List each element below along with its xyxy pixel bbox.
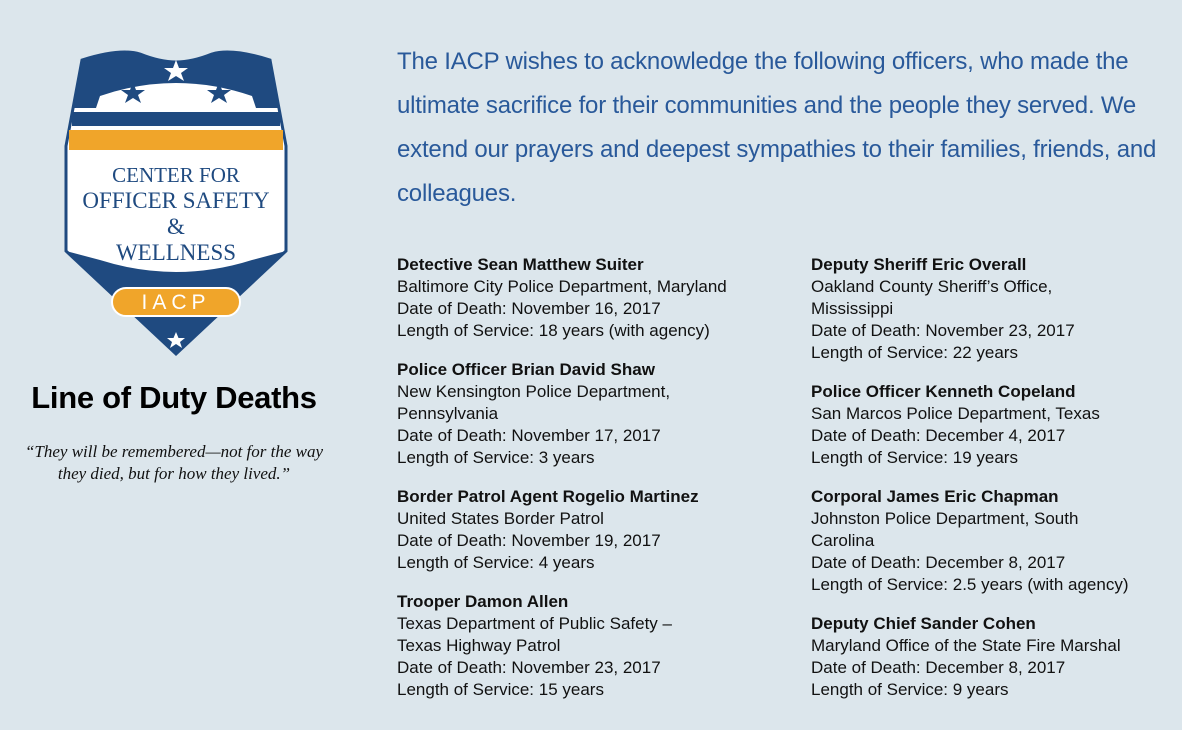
officer-service: Length of Service: 2.5 years (with agency)	[811, 575, 1129, 594]
officer-service: Length of Service: 4 years	[397, 553, 595, 572]
officer-name: Police Officer Kenneth Copeland	[811, 382, 1076, 401]
officer-date: Date of Death: November 17, 2017	[397, 426, 661, 445]
officer-column-2	[811, 254, 1182, 718]
officer-name: Corporal James Eric Chapman	[811, 487, 1059, 506]
officer-name: Trooper Damon Allen	[397, 592, 569, 611]
officer-entry	[811, 381, 1182, 469]
officer-entry	[811, 613, 1182, 701]
cosw-badge-logo	[60, 46, 292, 362]
officer-agency: Baltimore City Police Department, Maryland	[397, 277, 727, 296]
officer-date: Date of Death: December 8, 2017	[811, 658, 1066, 677]
officer-date: Date of Death: December 8, 2017	[811, 553, 1066, 572]
officer-agency: Texas Department of Public Safety –	[397, 614, 672, 633]
officer-service: Length of Service: 3 years	[397, 448, 595, 467]
officer-name: Deputy Chief Sander Cohen	[811, 614, 1036, 633]
officer-name: Detective Sean Matthew Suiter	[397, 255, 644, 274]
officer-entry	[397, 591, 797, 701]
officer-name: Deputy Sheriff Eric Overall	[811, 255, 1027, 274]
officer-service: Length of Service: 18 years (with agency)	[397, 321, 710, 340]
officer-entry	[397, 486, 797, 574]
logo-line-1: CENTER FOR	[112, 163, 240, 187]
officer-agency: Oakland County Sheriff’s Office,	[811, 277, 1053, 296]
officer-entry	[811, 254, 1182, 364]
quote-line-1: “They will be remembered—not for the way	[24, 442, 324, 461]
shield-logo-icon	[60, 46, 292, 362]
officer-agency: United States Border Patrol	[397, 509, 604, 528]
officer-date: Date of Death: December 4, 2017	[811, 426, 1066, 445]
officer-service: Length of Service: 19 years	[811, 448, 1018, 467]
officer-name: Police Officer Brian David Shaw	[397, 360, 655, 379]
officer-column-1	[397, 254, 797, 718]
logo-org: IACP	[141, 291, 211, 314]
quote-line-2: they died, but for how they lived.”	[57, 464, 291, 483]
officer-service: Length of Service: 15 years	[397, 680, 604, 699]
officer-agency: Carolina	[811, 531, 875, 550]
officer-entry	[397, 254, 797, 342]
officer-date: Date of Death: November 23, 2017	[397, 658, 661, 677]
officer-service: Length of Service: 9 years	[811, 680, 1009, 699]
officer-service: Length of Service: 22 years	[811, 343, 1018, 362]
officer-agency: Pennsylvania	[397, 404, 499, 423]
officer-date: Date of Death: November 23, 2017	[811, 321, 1075, 340]
officer-entry	[397, 359, 797, 469]
logo-line-4: WELLNESS	[115, 240, 237, 265]
section-title: Line of Duty Deaths	[31, 380, 317, 415]
officer-name: Border Patrol Agent Rogelio Martinez	[397, 487, 699, 506]
officer-agency: Texas Highway Patrol	[397, 636, 561, 655]
logo-line-3: &	[167, 214, 185, 239]
officer-agency: Maryland Office of the State Fire Marshal	[811, 636, 1121, 655]
officer-date: Date of Death: November 19, 2017	[397, 531, 661, 550]
officer-agency: New Kensington Police Department,	[397, 382, 671, 401]
officer-agency: San Marcos Police Department, Texas	[811, 404, 1100, 423]
officer-date: Date of Death: November 16, 2017	[397, 299, 661, 318]
memorial-quote	[6, 441, 342, 485]
logo-line-2: OFFICER SAFETY	[82, 188, 270, 213]
intro-paragraph: The IACP wishes to acknowledge the following officers, who made the ultimate sacrifice for their communities and the people they served. We extend our prayers and deepest sympathies to their families, friends, and colleagues.	[397, 48, 1157, 207]
officer-entry	[811, 486, 1182, 596]
left-panel	[0, 0, 360, 730]
officer-agency: Johnston Police Department, South	[811, 509, 1079, 528]
officer-agency: Mississippi	[811, 299, 894, 318]
